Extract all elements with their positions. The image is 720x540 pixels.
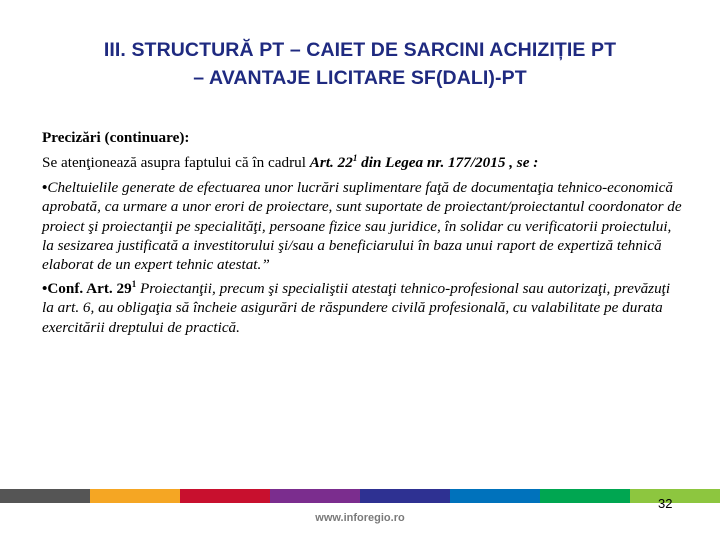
page-number: 32 <box>658 496 673 511</box>
law-article-superscript: 1 <box>352 153 358 164</box>
intro-text: Se atenţionează asupra faptului că în cadrul <box>42 154 310 172</box>
section-heading: Precizări (continuare): <box>42 129 190 146</box>
intro-paragraph <box>42 153 682 172</box>
bullet-1-text: Cheltuielile generate de efectuarea unor lucrări suplimentare faţă de documentaţia tehnico-economică aprobată, ca urmare a unor erori de proiectare, sunt suportate de proiectant/proiectantul coordonator de proiect şi proiectanţii pe specialităţi, persoane fizice sau juridice, în solidar cu verificatorii proiectului, la sesizarea justificată a investitorului şi/sau a beneficiarului în baza unui raport de expertiză tehnică elaborat de un expert tehnic atestat.” <box>42 178 682 274</box>
footer-color-segment <box>270 489 360 503</box>
footer-color-segment <box>540 489 630 503</box>
slide-title-line-2: – AVANTAJE LICITARE SF(DALI)-PT <box>193 67 527 89</box>
bullet-2-article: Conf. Art. 29 <box>47 279 132 297</box>
bullet-2-article-superscript: 1 <box>131 278 137 289</box>
bullet-item-1 <box>42 178 682 275</box>
bullet-marker: • <box>42 279 48 297</box>
bullet-2-text: Proiectanţii, precum şi specialiştii atestaţi tehnico-profesional sau autorizaţi, prevăzuţi la art. 6, au obligaţia să încheie asigurări de răspundere civilă profesională, cu valabilitate pe durata exercitării dreptului de practică. <box>42 279 671 336</box>
footer-color-segment <box>360 489 450 503</box>
footer-color-segment <box>90 489 180 503</box>
bullet-2-ref <box>47 280 136 297</box>
law-article: Art. 22 <box>309 154 353 172</box>
footer-color-segment <box>450 489 540 503</box>
slide-body <box>42 128 682 341</box>
footer-color-bar <box>0 489 720 503</box>
bullet-marker: • <box>42 178 48 196</box>
slide-title <box>30 36 690 92</box>
slide-title-line-1: III. STRUCTURĂ PT – CAIET DE SARCINI ACHIZIȚIE PT <box>103 39 617 61</box>
law-name: din Legea nr. 177/2015 , se : <box>357 154 539 172</box>
law-article-ref <box>310 154 539 171</box>
bullet-item-2 <box>42 279 682 337</box>
footer-url: www.inforegio.ro <box>315 512 405 524</box>
footer-color-segment <box>0 489 90 503</box>
footer-color-segment <box>630 489 720 503</box>
footer-color-segment <box>180 489 270 503</box>
